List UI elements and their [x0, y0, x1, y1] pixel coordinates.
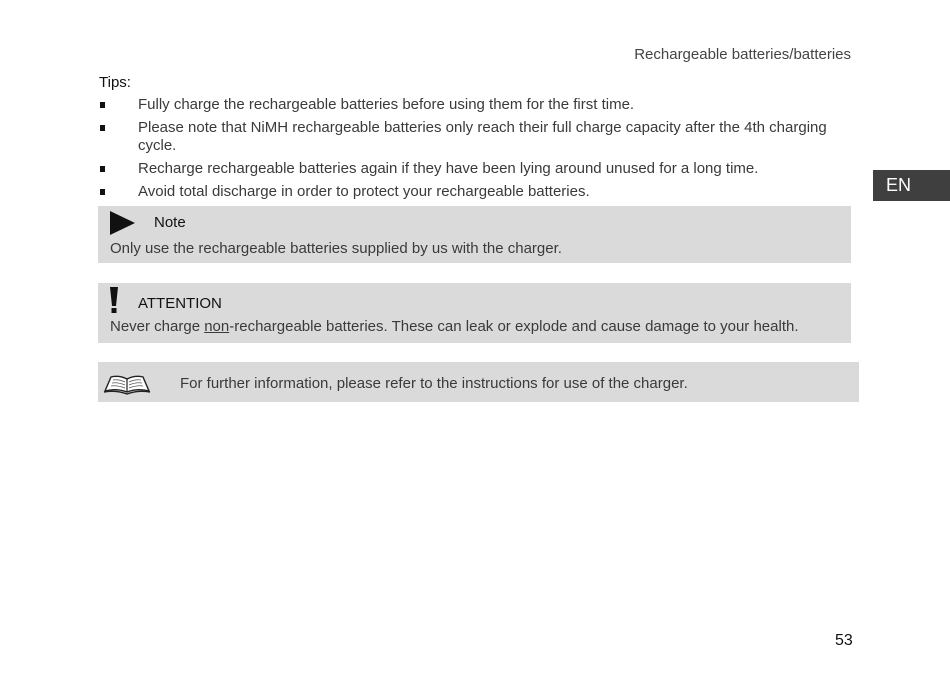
- attention-text: Never charge non-rechargeable batteries. These can leak or explode and cause damage to your health.: [110, 318, 799, 335]
- info-box: [98, 362, 859, 402]
- info-text: For further information, please refer to the instructions for use of the charger.: [180, 375, 688, 392]
- exclamation-icon: [109, 287, 119, 319]
- attention-title: ATTENTION: [138, 295, 222, 312]
- open-book-icon: [103, 373, 151, 400]
- tips-heading: Tips:: [99, 74, 131, 91]
- tip-text: Recharge rechargeable batteries again if they have been lying around unused for a long time.: [138, 160, 759, 177]
- bullet-icon: [100, 102, 105, 108]
- tip-text: Please note that NiMH rechargeable batteries only reach their full charge capacity after the 4th charging cycle.: [138, 119, 827, 154]
- list-item: [99, 160, 851, 178]
- tip-text: Avoid total discharge in order to protect your rechargeable batteries.: [138, 183, 590, 200]
- list-item: [99, 119, 851, 155]
- list-item: [99, 96, 851, 114]
- play-triangle-icon: [110, 210, 136, 241]
- language-tab: EN: [873, 170, 950, 201]
- note-title: Note: [154, 214, 186, 231]
- note-text: Only use the rechargeable batteries supplied by us with the charger.: [110, 240, 562, 257]
- tip-text: Fully charge the rechargeable batteries before using them for the first time.: [138, 96, 635, 113]
- list-item: [99, 183, 851, 201]
- bullet-icon: [100, 189, 105, 195]
- tips-list: [99, 96, 851, 206]
- attention-box: [98, 283, 851, 343]
- page-number: 53: [835, 632, 853, 649]
- section-title: Rechargeable batteries/batteries: [634, 46, 851, 63]
- underlined-word: non: [204, 318, 230, 335]
- bullet-icon: [100, 166, 105, 172]
- bullet-icon: [100, 125, 105, 131]
- note-box: [98, 206, 851, 263]
